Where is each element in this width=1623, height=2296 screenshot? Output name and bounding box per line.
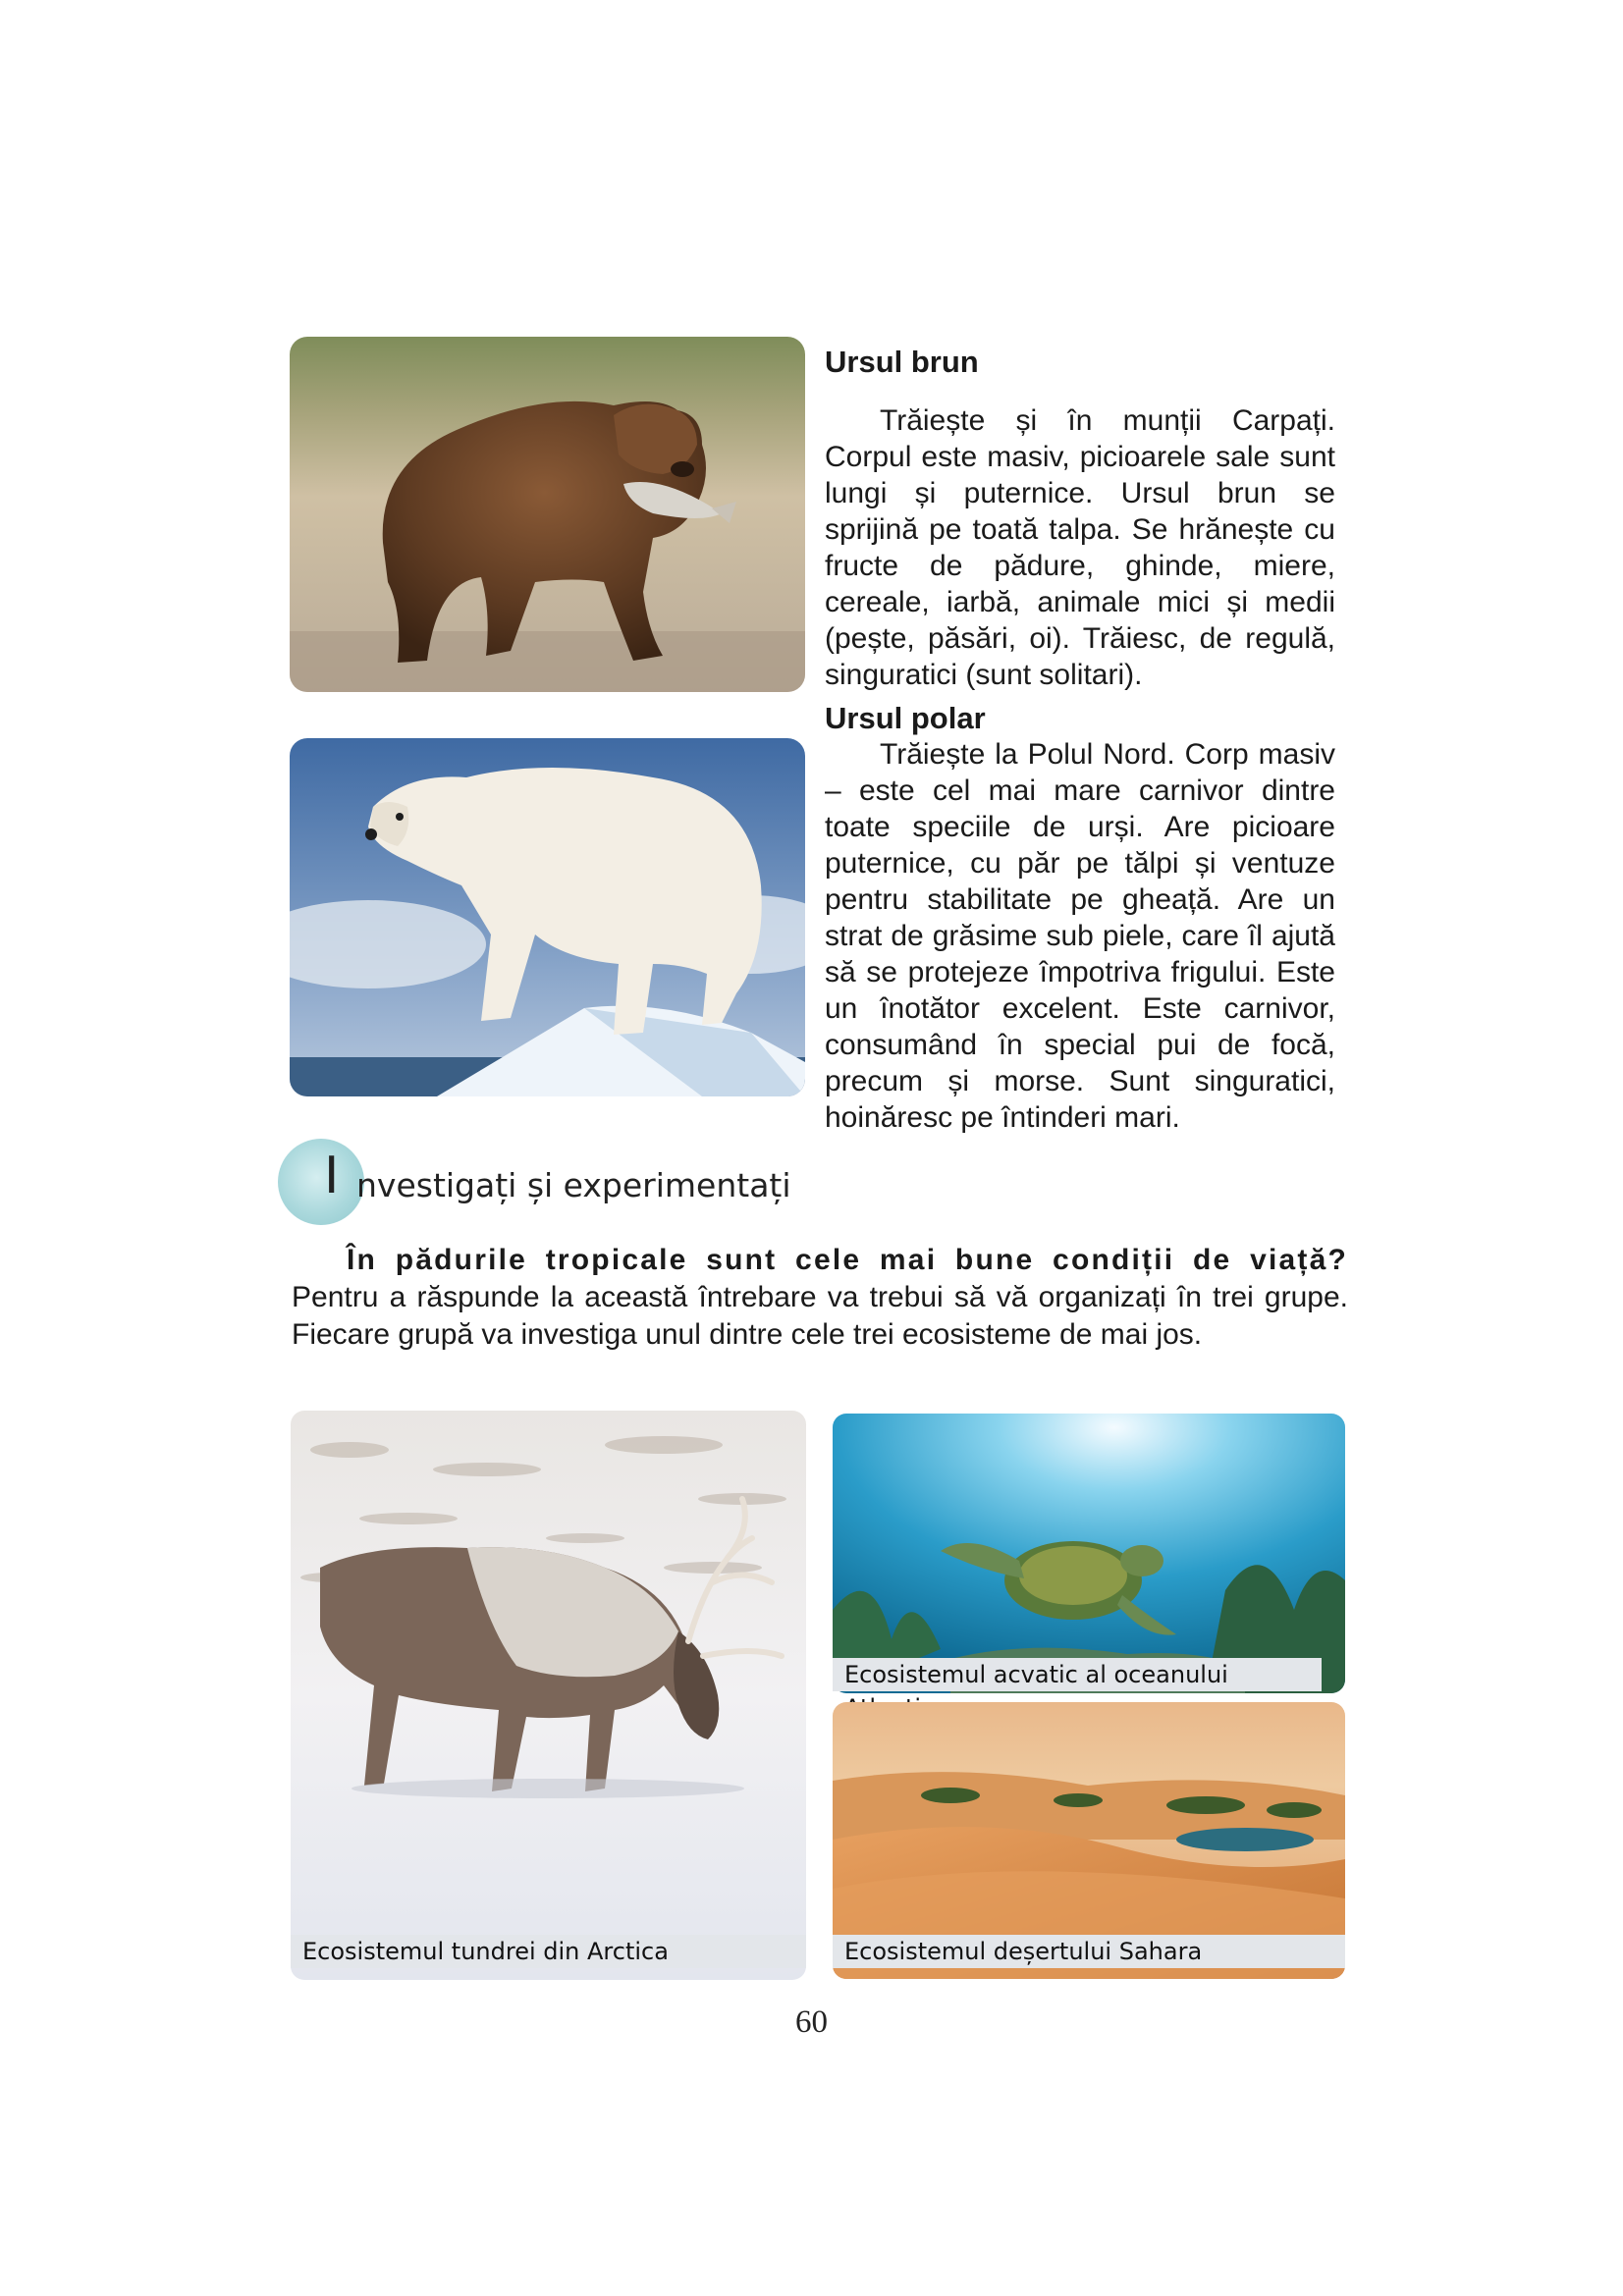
intro-text: Pentru a răspunde la această întrebare va trebui să vă organizați în trei grupe. Fiecare grupă va investiga unul dintre cele trei ecosisteme de mai jos. [292, 1281, 1348, 1351]
section-heading-text: nvestigați și experimentați [356, 1166, 791, 1204]
brown-bear-description [825, 402, 1335, 693]
page-number: 60 [795, 2004, 828, 2040]
polar-bear-title [825, 700, 986, 736]
section-badge-icon [278, 1139, 364, 1225]
tundra-caption: Ecosistemul tundrei din Arctica [291, 1935, 806, 1968]
section-heading-initial: I [324, 1147, 340, 1205]
polar-bear-description [825, 736, 1335, 1136]
aquatic-caption: Ecosistemul acvatic al oceanului [833, 1658, 1322, 1691]
tundra-photo [291, 1411, 806, 1980]
polar-bear-photo [290, 738, 805, 1096]
section-heading [278, 1139, 965, 1227]
aquatic-photo [833, 1414, 1345, 1693]
brown-bear-title-text: Ursul brun [825, 345, 979, 379]
polar-bear-description-text: Trăiește la Polul Nord. Corp masiv – este cel mai mare carnivor dintre toate speciile de urși. Are picioare puternice, cu păr pe tălpi și ventuze pentru stabilitate pe gheață. Are un strat de grăsime sub piele, care îl ajută să se protejeze împotriva frigului. Este un înotător excelent. Este carnivor, consumând în special pui de focă, precum și morse. Sunt singuratici, hoinăresc pe întinderi mari. [825, 738, 1335, 1134]
brown-bear-photo [290, 337, 805, 692]
desert-caption: Ecosistemul deșertului Sahara [833, 1935, 1345, 1968]
intro-question: În pădurile tropicale sunt cele mai bune condiții de viață? [347, 1244, 1348, 1276]
brown-bear-description-text: Trăiește și în munții Carpați. Corpul este masiv, picioarele sale sunt lungi și puternice. Ursul brun se sprijină pe toată talpa. Se hrănește cu fructe de pădure, ghinde, miere, cereale, iarbă, animale mici și medii (pește, păsări, oi). Trăiesc, de regulă, singuratici (sunt solitari). [825, 404, 1335, 691]
brown-bear-title [825, 344, 979, 380]
intro-paragraph [292, 1242, 1348, 1354]
polar-bear-title-text: Ursul polar [825, 701, 986, 735]
